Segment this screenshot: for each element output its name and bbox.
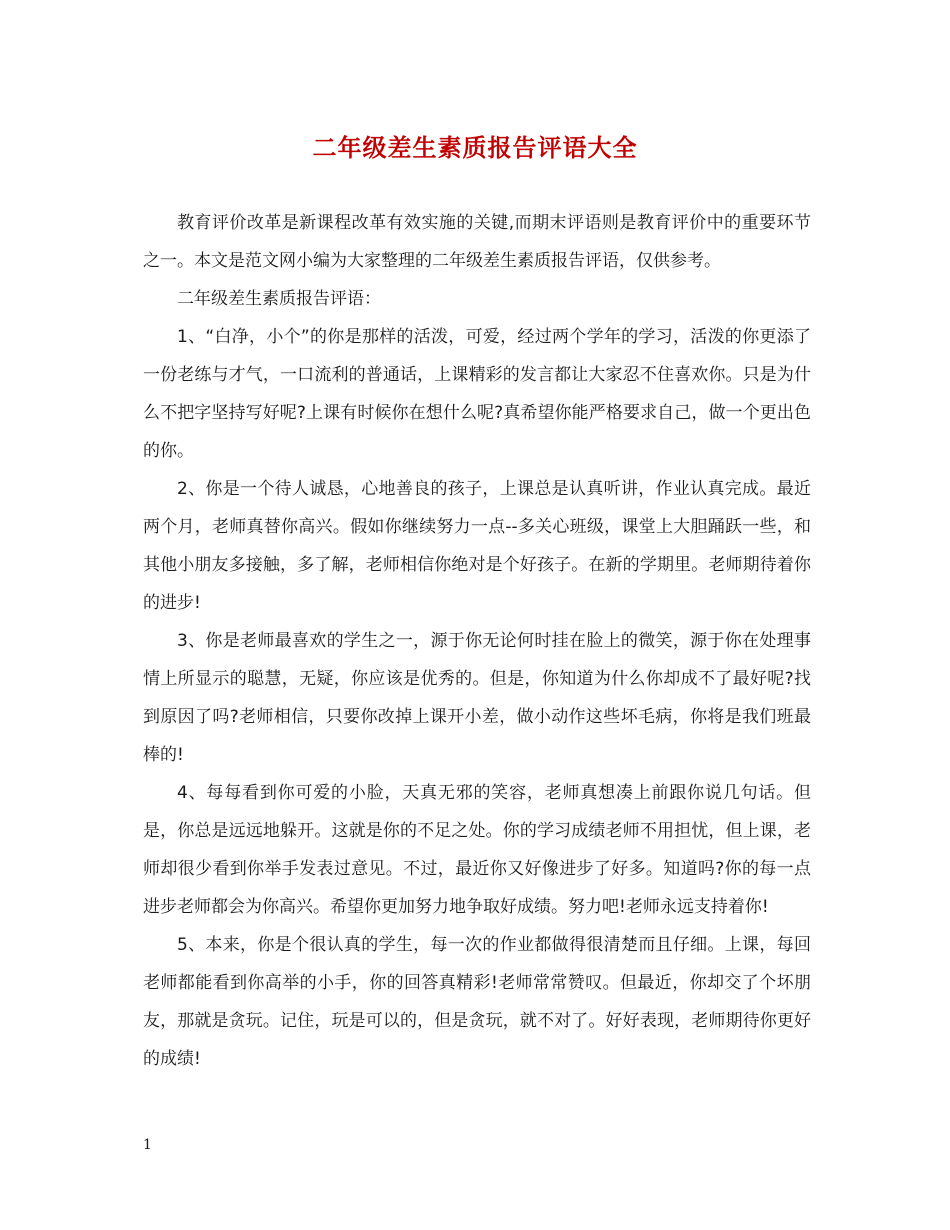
comment-paragraph-3: 3、你是老师最喜欢的学生之一，源于你无论何时挂在脸上的微笑，源于你在处理事情上所显示的聪慧，无疑，你应该是优秀的。但是，你知道为什么你却成不了最好呢?找到原因了吗?老师相信，只要你改掉上课开小差，做小动作这些坏毛病，你将是我们班最棒的! bbox=[143, 631, 811, 765]
document-body bbox=[143, 204, 811, 1078]
comment-paragraph-2: 2、你是一个待人诚恳，心地善良的孩子，上课总是认真听讲，作业认真完成。最近两个月，老师真替你高兴。假如你继续努力一点--多关心班级，课堂上大胆踊跃一些，和其他小朋友多接触，多了解，老师相信你绝对是个好孩子。在新的学期里。老师期待着你的进步! bbox=[143, 479, 811, 613]
comment-paragraph-4: 4、每每看到你可爱的小脸，天真无邪的笑容，老师真想凑上前跟你说几句话。但是，你总是远远地躲开。这就是你的不足之处。你的学习成绩老师不用担忧，但上课，老师却很少看到你举手发表过意见。不过，最近你又好像进步了好多。知道吗?你的每一点进步老师都会为你高兴。希望你更加努力地争取好成绩。努力吧!老师永远支持着你! bbox=[143, 783, 811, 917]
comment-paragraph-5: 5、本来，你是个很认真的学生，每一次的作业都做得很清楚而且仔细。上课，每回老师都能看到你高举的小手，你的回答真精彩!老师常常赞叹。但最近，你却交了个坏朋友，那就是贪玩。记住，玩是可以的，但是贪玩，就不对了。好好表现，老师期待你更好的成绩! bbox=[143, 935, 811, 1069]
intro-paragraph: 教育评价改革是新课程改革有效实施的关键,而期末评语则是教育评价中的重要环节之一。本文是范文网小编为大家整理的二年级差生素质报告评语，仅供参考。 bbox=[143, 213, 811, 271]
page-number: 1 bbox=[143, 1137, 152, 1153]
section-heading: 二年级差生素质报告评语： bbox=[177, 289, 381, 309]
comment-paragraph-1: 1、“白净，小个”的你是那样的活泼，可爱，经过两个学年的学习，活泼的你更添了一份老练与才气，一口流利的普通话，上课精彩的发言都让大家忍不住喜欢你。只是为什么不把字坚持写好呢?上课有时候你在想什么呢?真希望你能严格要求自己，做一个更出色的你。 bbox=[143, 327, 811, 461]
document-title: 二年级差生素质报告评语大全 bbox=[312, 134, 638, 162]
